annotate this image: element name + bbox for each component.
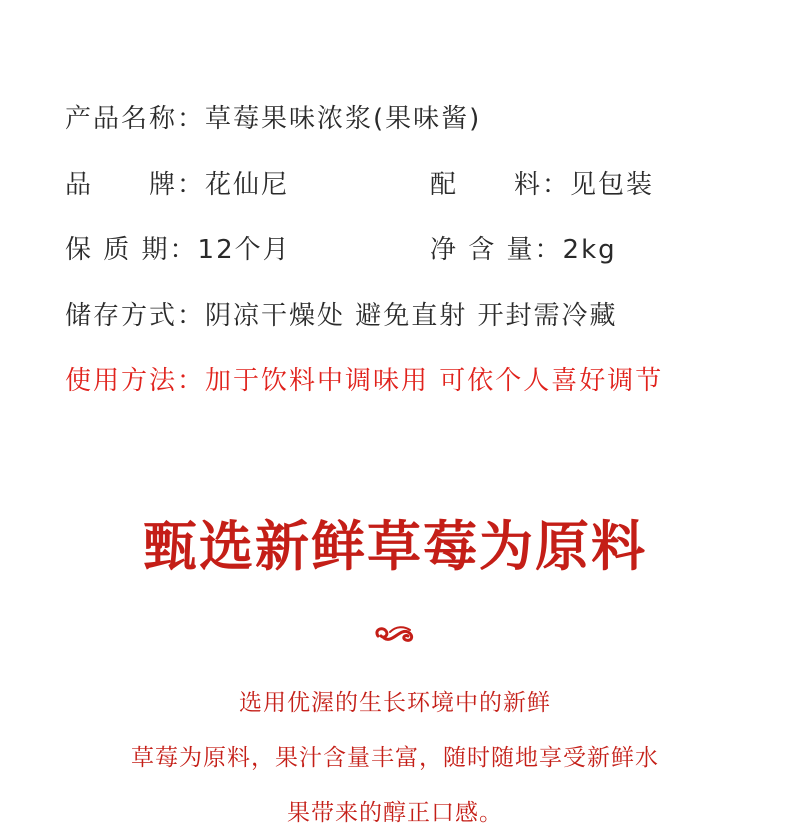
headline: 甄选新鲜草莓为原料: [143, 515, 647, 578]
spec-row-product-name: [65, 106, 481, 132]
spec-value-shelf-life: 12个月: [197, 235, 291, 265]
spec-value-net-content: 2kg: [562, 235, 617, 265]
spec-label-shelf-life: 保 质 期：: [65, 235, 198, 265]
spec-label-product-name: 产品名称：: [65, 104, 206, 134]
spec-label-storage: 储存方式：: [65, 301, 206, 331]
spec-ingredients: [430, 172, 654, 198]
swirl-ornament-icon: [370, 620, 420, 648]
spec-label-ingredients: 配 料：: [430, 170, 571, 200]
spec-value-brand: 花仙尼: [205, 170, 290, 200]
spec-row-shelf-life: [65, 235, 617, 265]
spec-net-content: [430, 237, 617, 263]
spec-row-usage: [65, 368, 663, 394]
description-line-1: 选用优渥的生长环境中的新鲜: [239, 690, 551, 716]
description-line-3: 果带来的醇正口感。: [287, 800, 503, 826]
spec-label-brand: 品 牌：: [65, 170, 206, 200]
spec-row-storage: [65, 303, 618, 329]
spec-label-net-content: 净 含 量：: [430, 235, 563, 265]
description-line-2: 草莓为原料，果汁含量丰富，随时随地享受新鲜水: [131, 745, 659, 771]
spec-row-brand: [65, 170, 655, 200]
spec-label-usage: 使用方法：: [65, 366, 206, 396]
spec-value-product-name: 草莓果味浓浆(果味酱): [205, 104, 482, 134]
spec-value-storage: 阴凉干燥处 避免直射 开封需冷藏: [205, 301, 618, 331]
spec-value-ingredients: 见包装: [570, 170, 655, 200]
spec-value-usage: 加于饮料中调味用 可依个人喜好调节: [205, 366, 664, 396]
